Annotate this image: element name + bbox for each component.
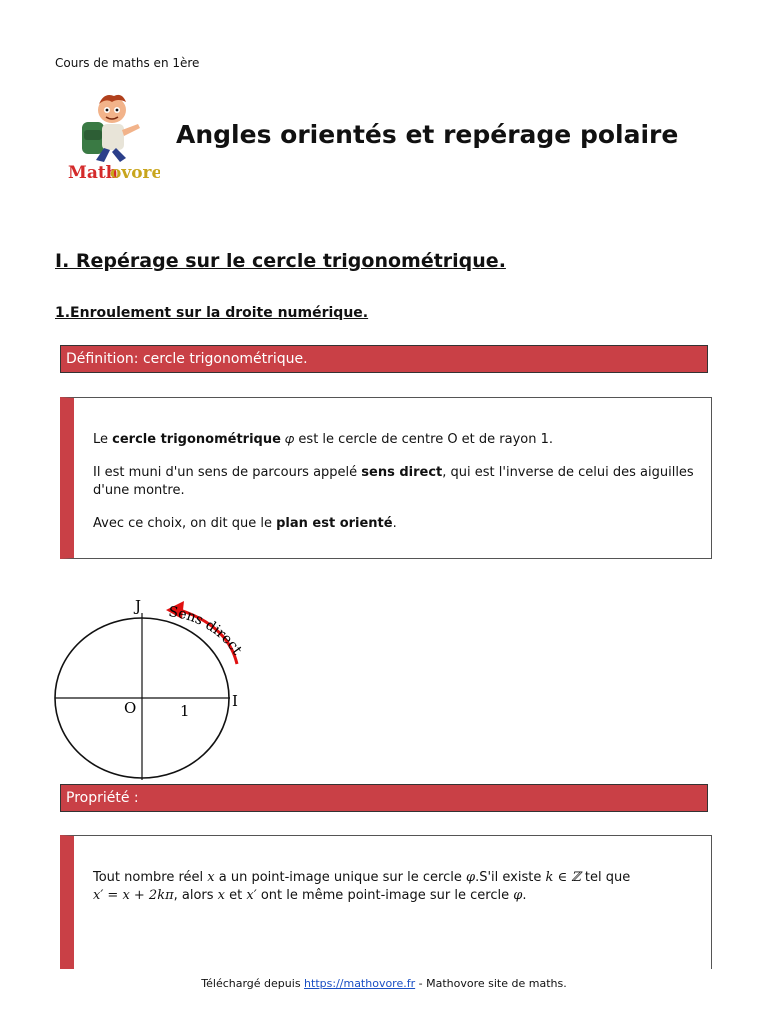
section-heading: I. Repérage sur le cercle trigonométrique. xyxy=(55,250,506,272)
property-text: Tout nombre réel x a un point-image unique sur le cercle 𝜑.S'il existe k ∈ ℤ tel que x′ = x + 2kπ, alors x et x′ ont le même point-image sur le cercle 𝜑. xyxy=(93,870,631,903)
definition-paragraph-3: Avec ce choix, on dit que le plan est orienté. xyxy=(93,516,397,531)
sens-direct-label: Sens direct xyxy=(167,603,245,658)
subsection-heading: 1.Enroulement sur la droite numérique. xyxy=(55,305,369,321)
property-banner: Propriété : xyxy=(60,784,708,812)
logo-text-math: Math xyxy=(68,163,119,183)
trig-circle-figure xyxy=(50,588,260,784)
mathovore-logo xyxy=(64,90,160,184)
term-sens-direct: sens direct xyxy=(361,465,443,480)
footer-link[interactable]: https://mathovore.fr xyxy=(304,977,416,990)
label-i: I xyxy=(232,692,238,710)
logo-text-ovore: ovore xyxy=(110,163,160,183)
definition-paragraph-1: Le cercle trigonométrique 𝜑 est le cercle de centre O et de rayon 1. xyxy=(93,432,554,447)
page-title: Angles orientés et repérage polaire xyxy=(176,120,679,149)
definition-banner: Définition: cercle trigonométrique. xyxy=(60,345,708,373)
definition-box xyxy=(60,397,712,559)
definition-paragraph-2: Il est muni d'un sens de parcours appelé sens direct, qui est l'inverse de celui des aiguilles d'une montre. xyxy=(93,465,694,498)
footer: Téléchargé depuis https://mathovore.fr - Mathovore site de maths. xyxy=(201,977,567,990)
label-one: 1 xyxy=(180,702,190,720)
term-cercle: cercle trigonométrique xyxy=(112,432,281,447)
label-j: J xyxy=(135,597,142,615)
course-label: Cours de maths en 1ère xyxy=(55,56,200,70)
property-box xyxy=(60,835,712,969)
label-o: O xyxy=(124,699,137,717)
term-plan-oriente: plan est orienté xyxy=(276,516,393,531)
